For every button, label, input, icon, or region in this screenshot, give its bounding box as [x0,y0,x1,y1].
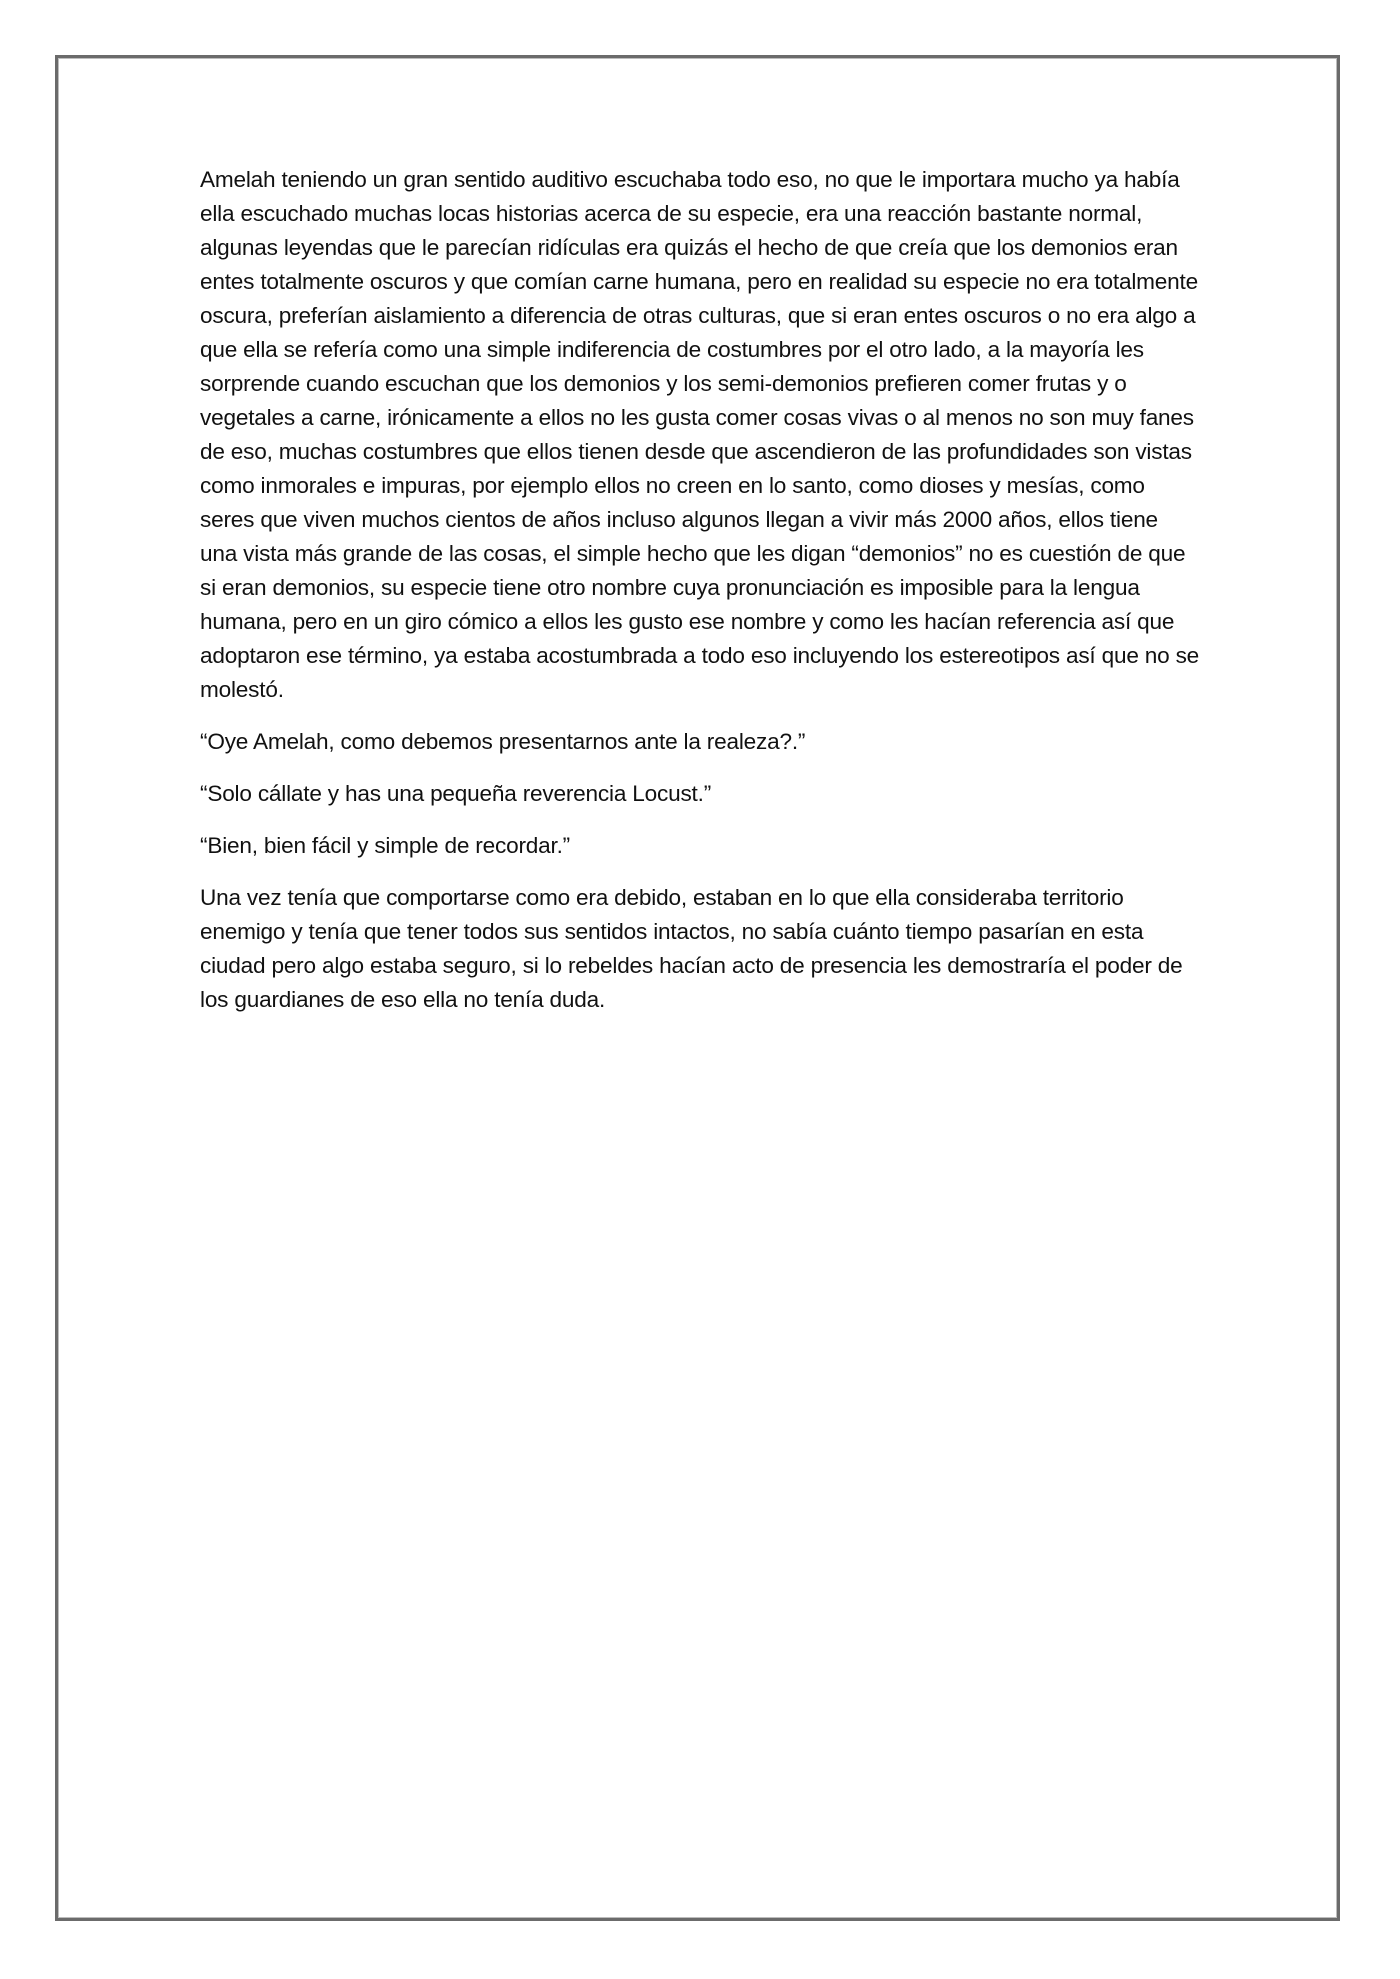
paragraph-2: “Oye Amelah, como debemos presentarnos ante la realeza?.” [200,729,806,754]
document-body [200,163,1200,1035]
paragraph-3: “Solo cállate y has una pequeña reverencia Locust.” [200,781,712,806]
paragraph-4: “Bien, bien fácil y simple de recordar.” [200,833,570,858]
paragraph-5: Una vez tenía que comportarse como era debido, estaban en lo que ella consideraba territorio enemigo y tenía que tener todos sus sentidos intactos, no sabía cuánto tiempo pasarían en esta ciudad pero algo estaba seguro, si lo rebeldes hacían acto de presencia les demostraría el poder de los guardianes de eso ella no tenía duda. [200,885,1183,1012]
paragraph-1: Amelah teniendo un gran sentido auditivo escuchaba todo eso, no que le importara mucho ya había ella escuchado muchas locas historias acerca de su especie, era una reacción bastante normal, algunas leyendas que le parecían ridículas era quizás el hecho de que creía que los demonios eran entes totalmente oscuros y que comían carne humana, pero en realidad su especie no era totalmente oscura, preferían aislamiento a diferencia de otras culturas, que si eran entes oscuros o no era algo a que ella se refería como una simple indiferencia de costumbres por el otro lado, a la mayoría les sorprende cuando escuchan que los demonios y los semi-demonios prefieren comer frutas y o vegetales a carne, irónicamente a ellos no les gusta comer cosas vivas o al menos no son muy fanes de eso, muchas costumbres que ellos tienen desde que ascendieron de las profundidades son vistas como inmorales e impuras, por ejemplo ellos no creen en lo santo, como dioses y mesías, como seres que viven muchos cientos de años incluso algunos llegan a vivir más 2000 años, ellos tiene una vista más grande de las cosas, el simple hecho que les digan “demonios” no es cuestión de que si eran demonios, su especie tiene otro nombre cuya pronunciación es imposible para la lengua humana, pero en un giro cómico a ellos les gusto ese nombre y como les hacían referencia así que adoptaron ese término, ya estaba acostumbrada a todo eso incluyendo los estereotipos así que no se molestó. [200,167,1200,702]
